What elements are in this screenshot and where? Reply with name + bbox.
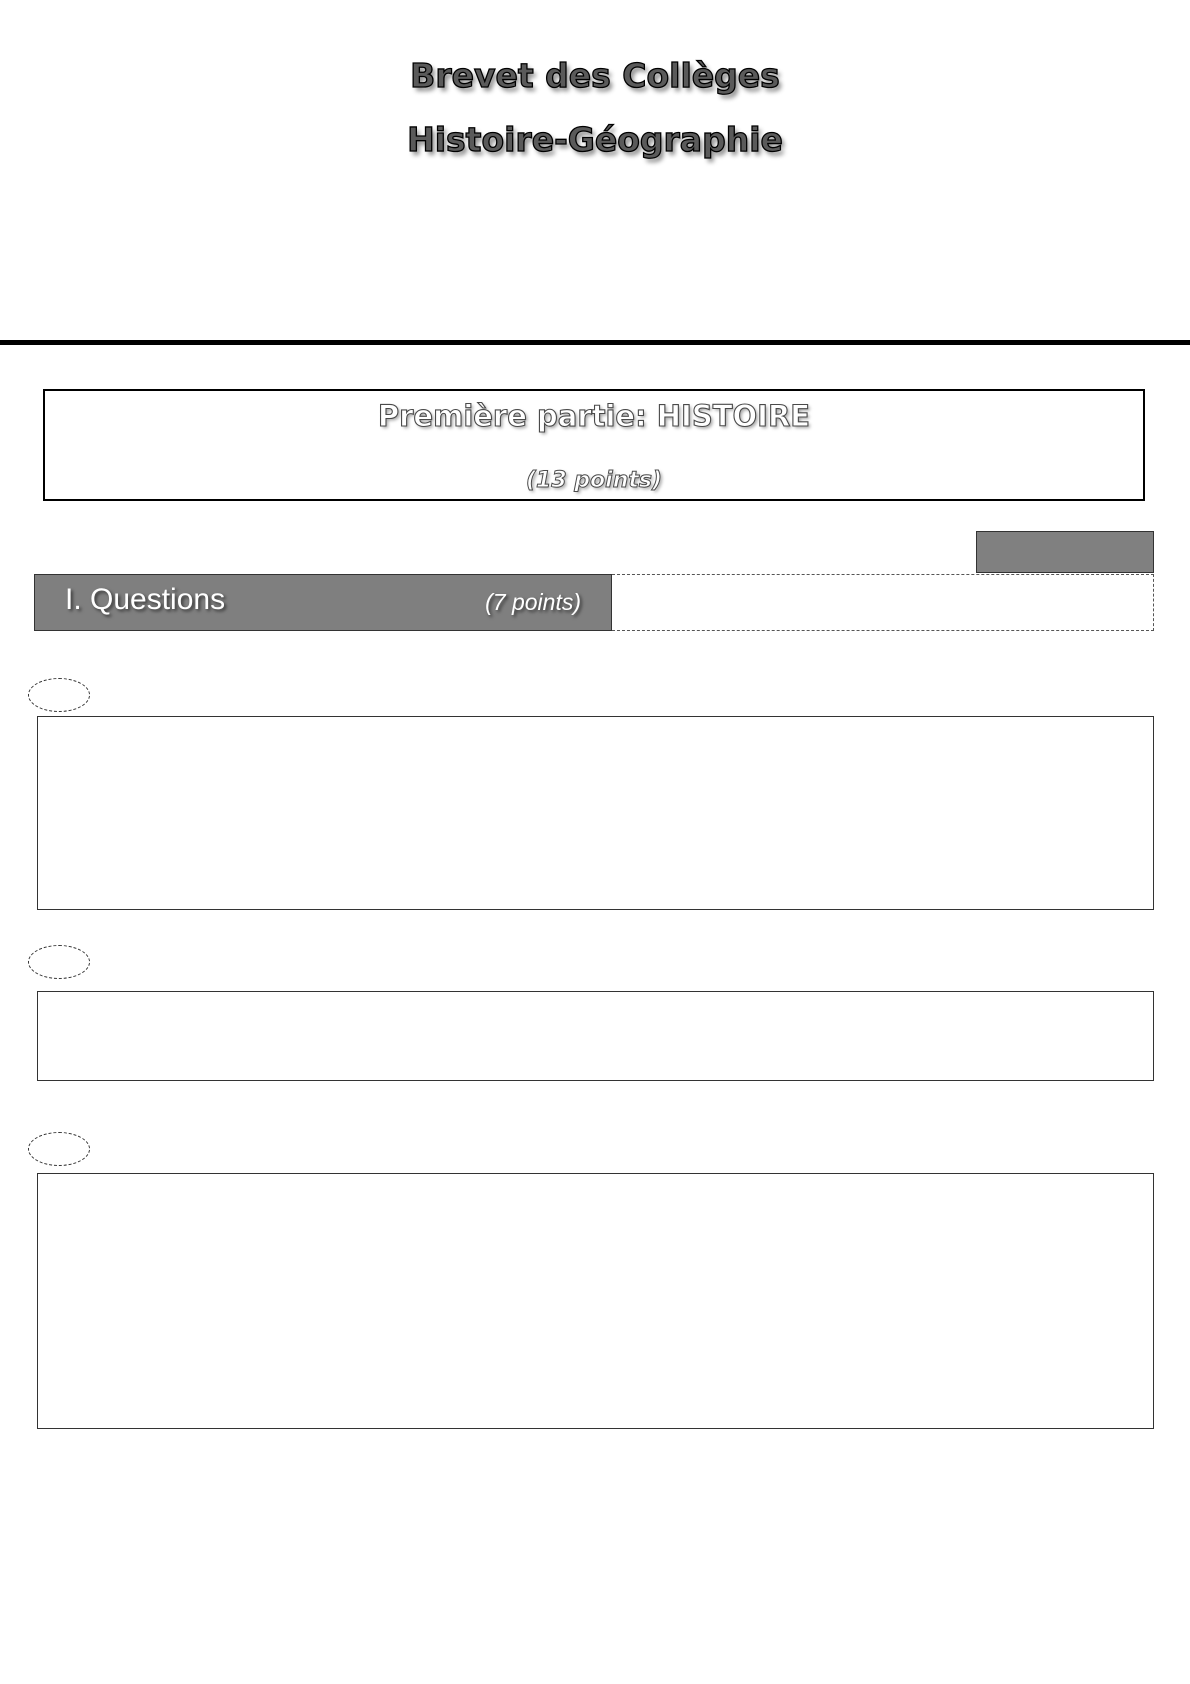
section-points: (7 points)	[485, 589, 581, 615]
section-bar	[34, 574, 612, 631]
question-marker-1	[28, 678, 90, 712]
exam-subject: Histoire-Géographie	[407, 120, 783, 159]
section-dashed-area	[612, 574, 1154, 631]
part-points: (13 points)	[525, 468, 663, 493]
grade-box	[976, 531, 1154, 573]
section-label: I. Questions	[65, 583, 226, 616]
question-marker-3	[28, 1132, 90, 1166]
question-marker-2	[28, 945, 90, 979]
part-title: Première partie: HISTOIRE	[377, 399, 811, 433]
exam-title: Brevet des Collèges	[410, 56, 780, 95]
answer-box-2[interactable]	[37, 991, 1154, 1081]
header-divider	[0, 340, 1190, 345]
part-header-box	[43, 389, 1145, 501]
answer-box-3[interactable]	[37, 1173, 1154, 1429]
answer-box-1[interactable]	[37, 716, 1154, 910]
